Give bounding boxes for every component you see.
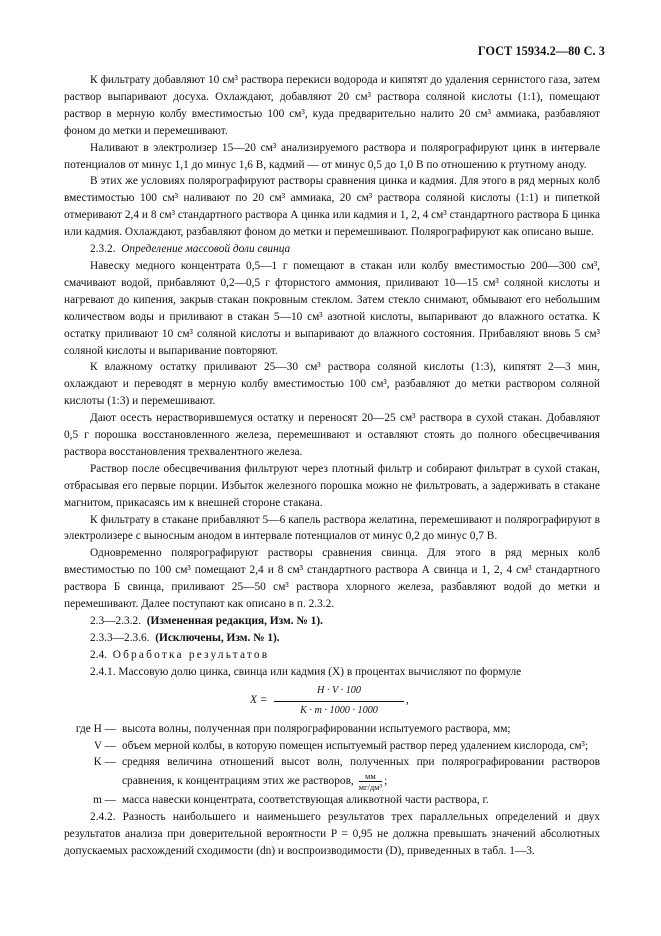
definition-item xyxy=(64,754,600,792)
unit-fraction xyxy=(359,771,382,792)
definition-symbol: K — xyxy=(93,756,116,769)
amendment-text: (Измененная редакция, Изм. № 1). xyxy=(146,615,323,627)
exclusion-text: (Исключены, Изм. № 1). xyxy=(155,631,280,644)
definition-text: объем мерной колбы, в которую помещен испытуемый раствор перед удалением кислорода, см³; xyxy=(122,739,589,752)
section-heading-2-3-2 xyxy=(64,241,600,258)
section-number: 2.3—2.3.2. xyxy=(90,615,142,627)
paragraph: 2.4.1. Массовую долю цинка, свинца или кадмия (X) в процентах вычисляют по формуле xyxy=(90,665,522,678)
section-number: 2.4. xyxy=(90,648,108,661)
definition-text: масса навески концентрата, соответствующая аликвотной части раствора, г. xyxy=(122,794,489,807)
formula-fraction xyxy=(274,683,404,720)
formula-denominator: K · m · 1000 · 1000 xyxy=(300,704,378,716)
formula-lhs: X = xyxy=(250,693,268,706)
paragraph: К влажному остатку приливают 25—30 см³ раствора соляной кислоты (1:3), кипятят 2—3 мин, охлаждают и переводят в мерную колбу вместимостью 100 см³, разбавляют до метки раствором соляной кислоты (1:3) и перемешивают. xyxy=(64,361,600,408)
formula xyxy=(64,683,600,719)
definition-symbol: m — xyxy=(92,794,116,807)
paragraph: Навеску медного концентрата 0,5—1 г помещают в стакан или колбу вместимостью 200—300 см³, смачивают водой, прибавляют 0,2—0,5 г фтористого аммония, приливают 10—15 см³ соляной кислоты и нагревают до кипения, закрыв стакан покровным стеклом. Затем стекло снимают, обмывают его небольшим количеством воды и приливают в стакан 5—10 см³ азотной кислоты, выпаривают до влажного остатка. К остатку приливают 10 см³ соляной кислоты и выпаривают до влажного состояния. Прибавляют вновь 5 см³ соляной кислоты и выпаривание повторяют. xyxy=(64,259,600,357)
document-body xyxy=(64,72,600,860)
exclusion-note xyxy=(64,630,600,647)
section-heading-2-4 xyxy=(64,647,600,664)
section-title: Обработка результатов xyxy=(112,648,270,661)
formula-tail: , xyxy=(406,693,409,706)
paragraph: Наливают в электролизер 15—20 см³ анализируемого раствора и полярографируют цинк в интервале потенциалов от минус 1,1 до минус 1,6 В, кадмий — от минус 0,5 до 1,0 В по отношению к ртутному аноду. xyxy=(64,141,600,171)
formula-numerator: H · V · 100 xyxy=(274,683,404,702)
definition-item xyxy=(64,792,600,809)
paragraph: В этих же условиях полярографируют растворы сравнения цинка и кадмия. Для этого в ряд мерных колб вместимостью 100 см³ наливают по 20 см³ аммиака, 20 см³ раствора соляной кислоты (1:1) и пипеткой отмеривают 2,4 и 8 см³ стандартного раствора А цинка или кадмия и 1, 2, 4 см³ стандартного раствора Б цинка или кадмия. Охлаждают, разбавляют фоном до метки и перемешивают. Полярографируют как описано выше. xyxy=(64,175,600,239)
definition-text: средняя величина отношений высот волн, полученных при полярографировании растворов сравнения, к концентрациям этих же растворов, xyxy=(122,756,600,788)
paragraph: 2.4.2. Разность наибольшего и наименьшего результатов трех параллельных определений и двух результатов анализа при доверительной вероятности P = 0,95 не должна превышать значений абсолютных допускаемых расхождений сходимости (dn) и воспроизводимости (D), приведенных в табл. 1—3. xyxy=(64,811,600,858)
section-title: Определение массовой доли свинца xyxy=(121,243,291,256)
page-header: ГОСТ 15934.2—80 С. 3 xyxy=(477,44,605,58)
definition-symbol: где H — xyxy=(75,722,116,735)
paragraph: Дают осесть нерастворившемуся остатку и переносят 20—25 см³ раствора в сухой стакан. Добавляют 0,5 г порошка восстановленного железа, перемешивают и оставляют стоять до полного обесцвечивания раствора восстановления трехвалентного железа. xyxy=(64,412,600,458)
paragraph: Одновременно полярографируют растворы сравнения свинца. Для этого в ряд мерных колб вместимостью по 100 см³ помещают 2,4 и 8 см³ стандартного раствора А свинца и 1, 2, 4 см³ стандартного раствора Б свинца, приливают 25—50 см³ раствора хлорного железа, разбавляют водой до метки и перемешивают. Далее поступают как описано в п. 2.3.2. xyxy=(64,547,600,611)
paragraph: К фильтрату добавляют 10 см³ раствора перекиси водорода и кипятят до удаления сернистого газа, затем раствор выпаривают досуха. Охлаждают, добавляют 20 см³ раствора соляной кислоты (1:1), помещают раствор в мерную колбу вместимостью 100 см³, куда предварительно налито 20 см³ аммиака, разбавляют фоном до метки и перемешивают. xyxy=(64,74,600,137)
definition-symbol: V — xyxy=(93,739,116,752)
definition-tail: ; xyxy=(384,775,388,788)
section-number: 2.3.2. xyxy=(90,243,116,256)
paragraph: Раствор после обесцвечивания фильтруют через плотный фильтр и собирают фильтрат в сухой стакан, отбрасывая его первые порции. Избыток железного порошка можно не фильтровать, а задерживать в стакане магнитом, прикасаясь им к внешней стороне стакана. xyxy=(64,462,600,509)
amendment-note xyxy=(64,613,600,630)
definition-item xyxy=(64,721,600,738)
definition-text: высота волны, полученная при полярографировании испытуемого раствора, мм; xyxy=(122,722,511,735)
unit-denominator: мг/дм³ xyxy=(358,782,383,793)
unit-numerator: мм xyxy=(359,771,382,782)
definition-text-wrap xyxy=(122,754,600,792)
definition-item xyxy=(64,738,600,755)
definitions-list xyxy=(64,721,600,810)
paragraph: К фильтрату в стакане прибавляют 5—6 капель раствора желатина, перемешивают и полярографируют в электролизере с выносным анодом в интервале потенциалов от минус 0,2 до минус 0,7 В. xyxy=(64,513,600,543)
section-number: 2.3.3—2.3.6. xyxy=(90,631,150,644)
